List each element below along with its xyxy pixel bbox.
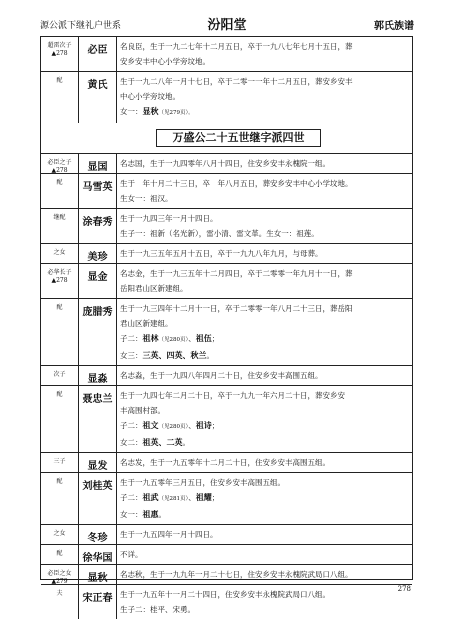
person-name: 冬珍 bbox=[79, 525, 117, 544]
person-row bbox=[41, 244, 412, 264]
page-reference: （见281页） bbox=[158, 496, 189, 502]
person-name: 显国 bbox=[79, 154, 117, 173]
description-line bbox=[120, 226, 408, 241]
description-line bbox=[120, 316, 408, 331]
description-text: 生于一九三四年十二月十一日，卒于二零零一年八月二十三日，葬岳阳 bbox=[120, 304, 353, 313]
relation-label: 配 bbox=[41, 72, 79, 123]
relation-label: 必臣之子 ▲278 bbox=[41, 154, 79, 173]
description-text: 名良臣，生于一九二七年十二月五日，卒于一九八七年七月十五日，葬 bbox=[120, 42, 353, 51]
description-text: 不详。 bbox=[120, 550, 143, 559]
description-text: 生于一九四三年一月十四日。 bbox=[120, 214, 218, 223]
description-text: 女二： bbox=[120, 438, 143, 447]
page-reference: （见280页） bbox=[158, 337, 189, 343]
person-description bbox=[120, 585, 412, 619]
description-line bbox=[120, 246, 408, 261]
person-name: 宋正春 bbox=[79, 585, 117, 619]
description-text: 生于 年十月二十三日，卒 年八月五日，葬安乡安丰中心小学坟地。 bbox=[120, 179, 353, 188]
person-row bbox=[41, 386, 412, 453]
description-text: 女一： bbox=[120, 510, 143, 519]
person-name: 显金 bbox=[79, 264, 117, 298]
description-line bbox=[120, 281, 408, 296]
relation-label: 必臣之女 ▲279 bbox=[41, 565, 79, 584]
person-description bbox=[120, 525, 412, 544]
person-description bbox=[120, 174, 412, 208]
person-description bbox=[120, 565, 412, 584]
descendant-name: 三英、四英、秋兰 bbox=[142, 351, 207, 360]
relation-label: 次子 bbox=[41, 366, 79, 385]
page-reference: （见280页） bbox=[158, 424, 189, 430]
person-description bbox=[120, 209, 412, 243]
description-text: 。 bbox=[206, 351, 214, 360]
person-row bbox=[41, 154, 412, 174]
relation-label: 超雷次子 ▲278 bbox=[41, 37, 79, 71]
person-row bbox=[41, 525, 412, 545]
descendant-name: 祖英、二英 bbox=[142, 438, 183, 447]
person-description bbox=[120, 386, 412, 452]
description-text: 。 bbox=[158, 510, 166, 519]
description-line bbox=[120, 388, 408, 403]
person-description bbox=[120, 545, 412, 564]
person-description bbox=[120, 473, 412, 524]
description-text: 子二： bbox=[120, 421, 143, 430]
generation-banner: 万盛公二十五世继字派四世 bbox=[156, 129, 321, 147]
description-text: 、 bbox=[188, 493, 196, 502]
description-line bbox=[120, 54, 408, 69]
relation-label: 配 bbox=[41, 473, 79, 524]
descendant-name: 祖武 bbox=[142, 493, 159, 502]
hall-name: 汾阳堂 bbox=[207, 18, 247, 33]
relation-label: 夫 bbox=[41, 585, 79, 619]
person-name: 聂忠兰 bbox=[79, 386, 117, 452]
relation-label: 配 bbox=[41, 545, 79, 564]
description-line bbox=[120, 266, 408, 281]
person-row bbox=[41, 209, 412, 244]
person-description bbox=[120, 154, 412, 173]
description-line bbox=[120, 104, 408, 121]
person-description bbox=[120, 264, 412, 298]
person-row bbox=[41, 473, 412, 525]
person-row bbox=[41, 453, 412, 473]
description-text: 、 bbox=[188, 421, 196, 430]
person-row bbox=[41, 545, 412, 565]
person-row bbox=[41, 264, 412, 299]
person-name: 徐华国 bbox=[79, 545, 117, 564]
page-reference: （见279页）。 bbox=[158, 110, 194, 116]
description-text: 岳阳君山区新建组。 bbox=[120, 284, 188, 293]
description-line bbox=[120, 368, 408, 383]
description-text: 丰高围村部。 bbox=[120, 406, 165, 415]
descendant-name: 显秋 bbox=[142, 107, 159, 116]
genealogy-block-upper bbox=[41, 37, 412, 123]
person-name: 显淼 bbox=[79, 366, 117, 385]
description-text: 女三： bbox=[120, 351, 143, 360]
person-name: 黄氏 bbox=[79, 72, 117, 123]
descendant-name: 祖惠 bbox=[142, 510, 159, 519]
description-text: 生子一：祖新（名光新），雷小清、雷文革。生女一：祖莲。 bbox=[120, 229, 319, 238]
description-text: ； bbox=[211, 421, 220, 430]
person-row bbox=[41, 37, 412, 72]
description-line bbox=[120, 547, 408, 562]
description-text: ； bbox=[211, 334, 220, 343]
genealogy-block-lower bbox=[41, 154, 412, 619]
description-line bbox=[120, 490, 408, 507]
description-text: 生于一九三五年五月十五日，卒于一九九八年九月，与母葬。 bbox=[120, 249, 323, 258]
person-description bbox=[120, 299, 412, 365]
description-line bbox=[120, 403, 408, 418]
description-line bbox=[120, 156, 408, 171]
description-line bbox=[120, 507, 408, 522]
relation-label: 继配 bbox=[41, 209, 79, 243]
descendant-name: 祖耀 bbox=[195, 493, 212, 502]
description-text: 生子二：桂平、宋勇。 bbox=[120, 605, 195, 614]
relation-label: 必华长子 ▲278 bbox=[41, 264, 79, 298]
description-line bbox=[120, 435, 408, 450]
description-text: 女一： bbox=[120, 107, 143, 116]
description-line bbox=[120, 176, 408, 191]
description-text: 子二： bbox=[120, 334, 143, 343]
person-description bbox=[120, 366, 412, 385]
book-title: 郭氏族谱 bbox=[374, 21, 414, 32]
person-row bbox=[41, 299, 412, 366]
relation-label: 之女 bbox=[41, 525, 79, 544]
description-text: 名志淼，生于一九四八年四月二十日，住安乡安丰高围五组。 bbox=[120, 371, 323, 380]
description-text: 名志国，生于一九四零年八月十四日，住安乡安丰永槐院一组。 bbox=[120, 159, 330, 168]
person-row bbox=[41, 585, 412, 619]
description-line bbox=[120, 418, 408, 435]
person-description bbox=[120, 37, 412, 71]
description-line bbox=[120, 348, 408, 363]
person-name: 涂春秀 bbox=[79, 209, 117, 243]
generation-banner-row bbox=[41, 123, 412, 154]
description-line bbox=[120, 191, 408, 206]
lineage-title: 源公派下继礼户世系 bbox=[40, 21, 122, 31]
page-number: 278 bbox=[397, 585, 411, 593]
person-name: 美珍 bbox=[79, 244, 117, 263]
person-name: 显秋 bbox=[79, 565, 117, 584]
description-line bbox=[120, 587, 408, 602]
description-text: 名志秋，生于一九九年一月二十七日，住安乡安丰永槐院武局口八组。 bbox=[120, 570, 353, 579]
person-name: 刘桂英 bbox=[79, 473, 117, 524]
relation-label: 三子 bbox=[41, 453, 79, 472]
person-name: 必臣 bbox=[79, 37, 117, 71]
description-line bbox=[120, 475, 408, 490]
person-row bbox=[41, 366, 412, 386]
person-row bbox=[41, 72, 412, 123]
person-row bbox=[41, 174, 412, 209]
relation-label: 之女 bbox=[41, 244, 79, 263]
description-line bbox=[120, 527, 408, 542]
person-name: 庞腊秀 bbox=[79, 299, 117, 365]
description-line bbox=[120, 301, 408, 316]
description-text: 子二： bbox=[120, 493, 143, 502]
description-text: 生于一九二八年一月十七日，卒于二零一一年十二月五日，葬安乡安丰 bbox=[120, 77, 353, 86]
relation-label: 配 bbox=[41, 299, 79, 365]
description-line bbox=[120, 89, 408, 104]
description-text: 名志发，生于一九五零年十二月二十日，住安乡安丰高围五组。 bbox=[120, 458, 330, 467]
description-line bbox=[120, 455, 408, 470]
descendant-name: 祖林 bbox=[142, 334, 159, 343]
description-text: 君山区新建组。 bbox=[120, 319, 173, 328]
description-line bbox=[120, 331, 408, 348]
description-line bbox=[120, 602, 408, 617]
description-text: 安乡安丰中心小学旁坟地。 bbox=[120, 57, 210, 66]
description-line bbox=[120, 74, 408, 89]
description-text: 。 bbox=[182, 438, 190, 447]
descendant-name: 祖文 bbox=[142, 421, 159, 430]
person-row bbox=[41, 565, 412, 585]
descendant-name: 祖伍 bbox=[195, 334, 212, 343]
description-text: 中心小学旁坟地。 bbox=[120, 92, 180, 101]
person-name: 马雪英 bbox=[79, 174, 117, 208]
description-text: 生于一九四七年二月二十日，卒于一九九一年六月二十日，葬安乡安 bbox=[120, 391, 345, 400]
description-text: 名志金，生于一九三五年十二月四日，卒于二零零一年九月十一日，葬 bbox=[120, 269, 353, 278]
description-line bbox=[120, 567, 408, 582]
description-text: 生于一九五年十一月二十四日，住安乡安丰永槐院武局口八组。 bbox=[120, 590, 330, 599]
description-text: 、 bbox=[188, 334, 196, 343]
description-text: 生于一九五零年三月五日，住安乡安丰高围五组。 bbox=[120, 478, 285, 487]
person-name: 显发 bbox=[79, 453, 117, 472]
page-header bbox=[40, 14, 414, 32]
person-description bbox=[120, 72, 412, 123]
description-line bbox=[120, 39, 408, 54]
descendant-name: 祖诗 bbox=[195, 421, 212, 430]
relation-label: 配 bbox=[41, 174, 79, 208]
description-text: 生女一：祖汉。 bbox=[120, 194, 173, 203]
relation-label: 配 bbox=[41, 386, 79, 452]
description-line bbox=[120, 211, 408, 226]
person-description bbox=[120, 453, 412, 472]
description-text: ； bbox=[211, 493, 220, 502]
description-text: 生于一九五四年一月十四日。 bbox=[120, 530, 218, 539]
genealogy-table bbox=[40, 36, 413, 614]
person-description bbox=[120, 244, 412, 263]
